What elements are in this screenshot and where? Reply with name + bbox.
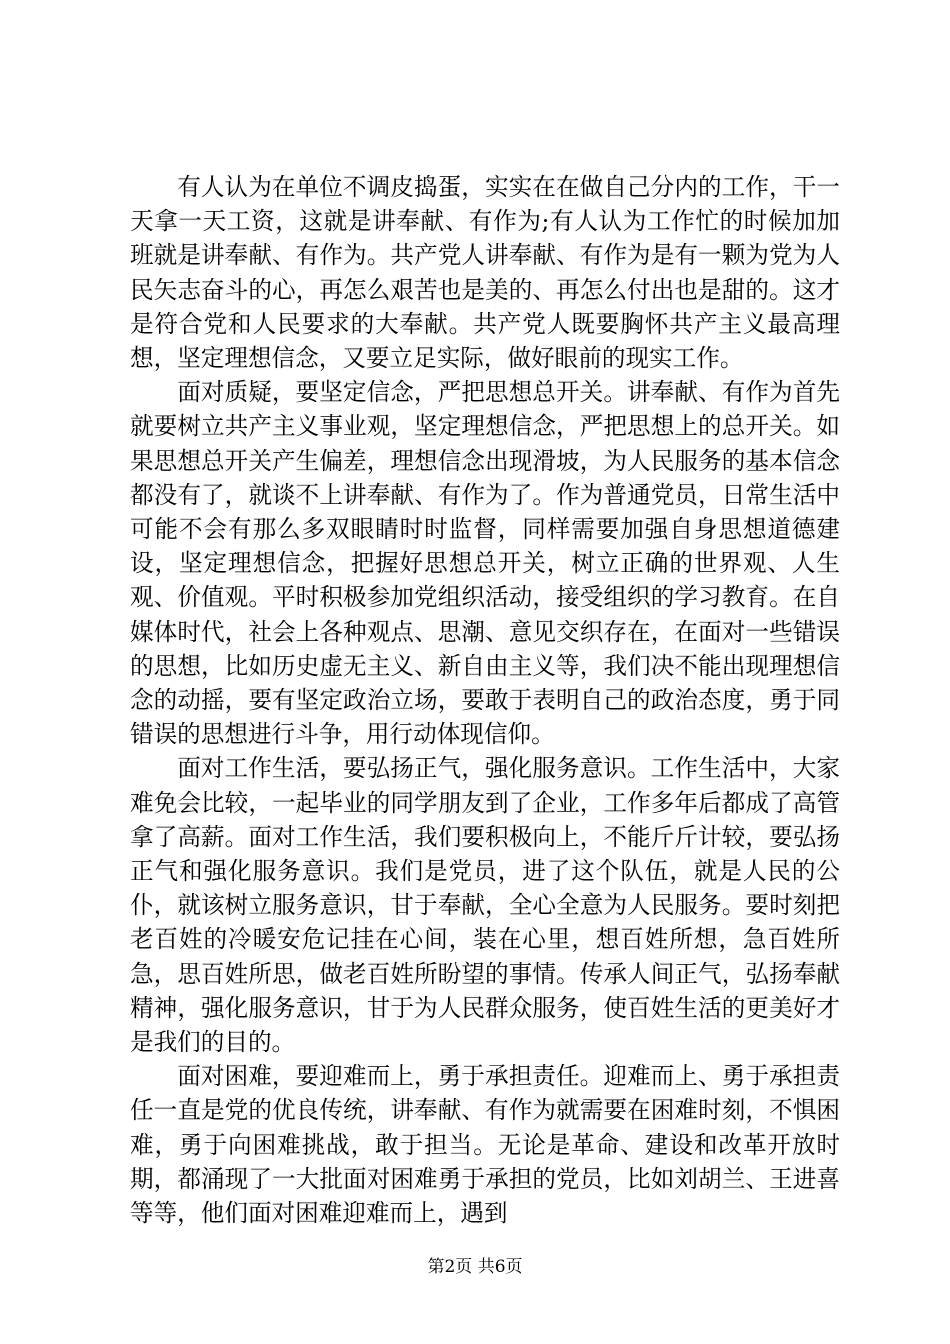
- paragraph: 面对质疑，要坚定信念，严把思想总开关。讲奉献、有作为首先就要树立共产主义事业观，坚定理想信念，严把思想上的总开关。如果思想总开关产生偏差，理想信念出现滑坡，为人民服务的基本信念都没有了，就谈不上讲奉献、有作为了。作为普通党员，日常生活中可能不会有那么多双眼睛时时监督，同样需要加强自身思想道德建设，坚定理想信念，把握好思想总开关，树立正确的世界观、人生观、价值观。平时积极参加党组织活动，接受组织的学习教育。在自媒体时代，社会上各种观点、思潮、意见交织存在，在面对一些错误的思想，比如历史虚无主义、新自由主义等，我们决不能出现理想信念的动摇，要有坚定政治立场，要敢于表明自己的政治态度，勇于同错误的思想进行斗争，用行动体现信仰。: [130, 378, 840, 749]
- page-footer: [0, 1256, 950, 1278]
- body-text: [130, 170, 840, 1230]
- paragraph: 有人认为在单位不调皮捣蛋，实实在在做自己分内的工作，干一天拿一天工资，这就是讲奉献、有作为;有人认为工作忙的时候加加班就是讲奉献、有作为。共产党人讲奉献、有作为是有一颗为党为人民矢志奋斗的心，再怎么艰苦也是美的、再怎么付出也是甜的。这才是符合党和人民要求的大奉献。共产党人既要胸怀共产主义最高理想，坚定理想信念，又要立足实际，做好眼前的现实工作。: [130, 173, 840, 373]
- paragraph: 面对困难，要迎难而上，勇于承担责任。迎难而上、勇于承担责任一直是党的优良传统，讲奉献、有作为就需要在困难时刻，不惧困难，勇于向困难挑战，敢于担当。无论是革命、建设和改革开放时期，都涌现了一大批面对困难勇于承担的党员，比如刘胡兰、王进喜等等，他们面对困难迎难而上，遇到: [130, 1062, 840, 1228]
- page-number: 第2页 共6页: [427, 1257, 523, 1277]
- paragraph: 面对工作生活，要弘扬正气，强化服务意识。工作生活中，大家难免会比较，一起毕业的同学朋友到了企业，工作多年后都成了高管拿了高薪。面对工作生活，我们要积极向上，不能斤斤计较，要弘扬正气和强化服务意识。我们是党员，进了这个队伍，就是人民的公仆，就该树立服务意识，甘于奉献，全心全意为人民服务。要时刻把老百姓的冷暖安危记挂在心间，装在心里，想百姓所想，急百姓所急，思百姓所思，做老百姓所盼望的事情。传承人间正气，弘扬奉献精神，强化服务意识，甘于为人民群众服务，使百姓生活的更美好才是我们的目的。: [130, 754, 840, 1057]
